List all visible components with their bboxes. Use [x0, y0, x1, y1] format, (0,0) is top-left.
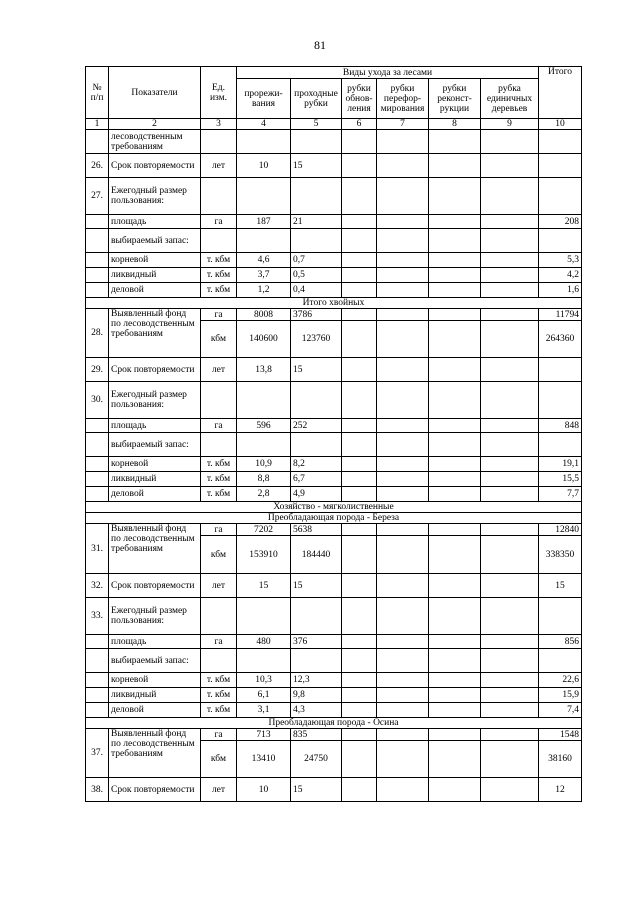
indicator-cell: корневой	[109, 457, 201, 472]
unit-cell: га	[201, 309, 237, 321]
section-row	[86, 502, 582, 513]
header-care-type: прорежи-вания	[237, 79, 291, 119]
row-num: 26.	[86, 154, 109, 178]
value-cell: 10,9	[237, 457, 291, 472]
header-total: Итого	[539, 67, 582, 119]
total-cell	[539, 358, 582, 382]
indicator-cell: площадь	[109, 215, 201, 229]
value-cell: 376	[291, 635, 342, 649]
column-number: 10	[539, 119, 582, 130]
value-cell: 3,7	[237, 268, 291, 283]
column-number: 5	[291, 119, 342, 130]
value-cell: 15	[237, 574, 291, 598]
indicator-cell: корневой	[109, 253, 201, 268]
unit-cell: лет	[201, 574, 237, 598]
indicator-cell: выбираемый запас:	[109, 229, 201, 253]
column-number: 4	[237, 119, 291, 130]
unit-cell: лет	[201, 778, 237, 802]
column-number: 3	[201, 119, 237, 130]
total-cell	[539, 154, 582, 178]
table-row	[86, 309, 582, 321]
unit-cell: т. кбм	[201, 253, 237, 268]
total-cell: 19,1	[539, 457, 582, 472]
table-row	[86, 649, 582, 673]
table-row	[86, 598, 582, 635]
table-row	[86, 130, 582, 154]
table-row	[86, 729, 582, 741]
section-title: Хозяйство - мягколиственные	[86, 502, 582, 513]
total-cell: 5,3	[539, 253, 582, 268]
value-cell: 252	[291, 419, 342, 433]
value-cell: 13,8	[237, 358, 291, 382]
value-cell: 4,3	[291, 703, 342, 718]
section-row	[86, 718, 582, 729]
unit-cell: га	[201, 524, 237, 536]
indicator-cell: деловой	[109, 487, 201, 502]
total-cell: 338350	[539, 536, 582, 574]
value-cell: 7202	[237, 524, 291, 536]
unit-cell: т. кбм	[201, 673, 237, 688]
total-cell: 15,5	[539, 472, 582, 487]
value-cell: 140600	[237, 321, 291, 358]
total-cell: 848	[539, 419, 582, 433]
indicator-cell: Выявленный фонд по лесоводственным требованиям	[109, 309, 201, 358]
value-cell: 1,2	[237, 283, 291, 298]
total-cell: 7,4	[539, 703, 582, 718]
total-cell: 1548	[539, 729, 582, 741]
unit-cell: т. кбм	[201, 283, 237, 298]
table-row	[86, 382, 582, 419]
row-num: 32.	[86, 574, 109, 598]
total-cell: 208	[539, 215, 582, 229]
value-cell: 12,3	[291, 673, 342, 688]
section-title: Преобладающая порода - Береза	[86, 513, 582, 524]
header-care-type: рубки обнов-ления	[342, 79, 377, 119]
section-title: Преобладающая порода - Осина	[86, 718, 582, 729]
unit-cell: га	[201, 215, 237, 229]
section-row	[86, 298, 582, 309]
unit-cell: т. кбм	[201, 487, 237, 502]
indicator-cell: Выявленный фонд по лесоводственным требованиям	[109, 729, 201, 778]
indicator-cell: корневой	[109, 673, 201, 688]
unit-cell: лет	[201, 358, 237, 382]
unit-cell: кбм	[201, 741, 237, 778]
table-row	[86, 268, 582, 283]
table-row	[86, 178, 582, 215]
header-care-type: рубка единичных деревьев	[481, 79, 539, 119]
value-cell: 10	[237, 778, 291, 802]
indicator-cell: ликвидный	[109, 688, 201, 703]
value-cell: 15	[291, 154, 342, 178]
row-num: 31.	[86, 524, 109, 574]
header-care-type: рубки перефор-мирования	[377, 79, 429, 119]
header-unit: Ед. изм.	[201, 67, 237, 119]
indicator-cell: Срок повторяемости	[109, 154, 201, 178]
indicator-cell: Срок повторяемости	[109, 358, 201, 382]
table-row	[86, 673, 582, 688]
value-cell: 8,2	[291, 457, 342, 472]
total-cell: 12	[539, 778, 582, 802]
value-cell: 9,8	[291, 688, 342, 703]
indicator-cell: площадь	[109, 419, 201, 433]
table-row	[86, 574, 582, 598]
value-cell: 187	[237, 215, 291, 229]
value-cell: 153910	[237, 536, 291, 574]
indicator-cell: Ежегодный размер пользования:	[109, 382, 201, 419]
value-cell: 8008	[237, 309, 291, 321]
unit-cell: т. кбм	[201, 703, 237, 718]
table-row	[86, 487, 582, 502]
column-number: 7	[377, 119, 429, 130]
value-cell: 15	[291, 358, 342, 382]
total-cell: 12840	[539, 524, 582, 536]
value-cell: 21	[291, 215, 342, 229]
column-number: 1	[86, 119, 109, 130]
header-num: № п/п	[86, 67, 109, 119]
unit-cell: т. кбм	[201, 457, 237, 472]
value-cell: 13410	[237, 741, 291, 778]
total-cell: 38160	[539, 741, 582, 778]
header-care-types: Виды ухода за лесами	[237, 67, 539, 79]
header-indicators: Показатели	[109, 67, 201, 119]
value-cell: 3786	[291, 309, 342, 321]
table-row	[86, 472, 582, 487]
unit-cell: га	[201, 419, 237, 433]
row-num: 37.	[86, 729, 109, 778]
section-title: Итого хвойных	[86, 298, 582, 309]
indicator-cell: выбираемый запас:	[109, 649, 201, 673]
header-care-type: проходные рубки	[291, 79, 342, 119]
indicator-cell: лесоводственным требованиям	[109, 130, 201, 154]
indicator-cell: Срок повторяемости	[109, 574, 201, 598]
indicator-cell: Срок повторяемости	[109, 778, 201, 802]
column-number: 6	[342, 119, 377, 130]
indicator-cell: деловой	[109, 703, 201, 718]
table-row	[86, 154, 582, 178]
unit-cell: т. кбм	[201, 688, 237, 703]
column-number: 9	[481, 119, 539, 130]
total-cell: 11794	[539, 309, 582, 321]
table-row	[86, 283, 582, 298]
value-cell: 10,3	[237, 673, 291, 688]
unit-cell: т. кбм	[201, 472, 237, 487]
value-cell: 3,1	[237, 703, 291, 718]
value-cell: 713	[237, 729, 291, 741]
total-cell: 7,7	[539, 487, 582, 502]
row-num: 27.	[86, 178, 109, 215]
table-row	[86, 635, 582, 649]
table-row	[86, 457, 582, 472]
total-cell: 15	[539, 574, 582, 598]
value-cell: 184440	[291, 536, 342, 574]
row-num: 30.	[86, 382, 109, 419]
value-cell: 0,4	[291, 283, 342, 298]
value-cell: 4,6	[237, 253, 291, 268]
column-number: 8	[429, 119, 481, 130]
table-row	[86, 524, 582, 536]
value-cell: 4,9	[291, 487, 342, 502]
indicator-cell: Выявленный фонд по лесоводственным требованиям	[109, 524, 201, 574]
table-row	[86, 215, 582, 229]
table-row	[86, 778, 582, 802]
table-row	[86, 253, 582, 268]
unit-cell: кбм	[201, 536, 237, 574]
indicator-cell: деловой	[109, 283, 201, 298]
page-number: 81	[314, 38, 326, 52]
indicator-cell: площадь	[109, 635, 201, 649]
indicator-cell: ликвидный	[109, 472, 201, 487]
header-care-type: рубки реконст-рукции	[429, 79, 481, 119]
row-num: 28.	[86, 309, 109, 358]
row-num: 38.	[86, 778, 109, 802]
table-row	[86, 688, 582, 703]
indicator-cell: выбираемый запас:	[109, 433, 201, 457]
row-num: 29.	[86, 358, 109, 382]
value-cell: 123760	[291, 321, 342, 358]
section-row	[86, 513, 582, 524]
unit-cell: т. кбм	[201, 268, 237, 283]
unit-cell: кбм	[201, 321, 237, 358]
indicator-cell: ликвидный	[109, 268, 201, 283]
table-row	[86, 358, 582, 382]
unit-cell: га	[201, 635, 237, 649]
column-number: 2	[109, 119, 201, 130]
row-num: 33.	[86, 598, 109, 635]
total-cell: 4,2	[539, 268, 582, 283]
total-cell: 856	[539, 635, 582, 649]
value-cell: 8,8	[237, 472, 291, 487]
value-cell: 10	[237, 154, 291, 178]
value-cell: 0,5	[291, 268, 342, 283]
value-cell: 15	[291, 778, 342, 802]
indicator-cell: Ежегодный размер пользования:	[109, 178, 201, 215]
table-row	[86, 419, 582, 433]
value-cell: 6,7	[291, 472, 342, 487]
value-cell: 835	[291, 729, 342, 741]
value-cell: 24750	[291, 741, 342, 778]
table-row	[86, 703, 582, 718]
value-cell: 596	[237, 419, 291, 433]
indicator-cell: Ежегодный размер пользования:	[109, 598, 201, 635]
value-cell: 2,8	[237, 487, 291, 502]
value-cell: 0,7	[291, 253, 342, 268]
unit-cell: га	[201, 729, 237, 741]
total-cell: 22,6	[539, 673, 582, 688]
table-row	[86, 433, 582, 457]
value-cell: 480	[237, 635, 291, 649]
forest-care-table	[85, 66, 582, 802]
total-cell: 1,6	[539, 283, 582, 298]
total-cell: 15,9	[539, 688, 582, 703]
unit-cell: лет	[201, 154, 237, 178]
value-cell: 15	[291, 574, 342, 598]
value-cell: 5638	[291, 524, 342, 536]
table-row	[86, 229, 582, 253]
total-cell: 264360	[539, 321, 582, 358]
value-cell: 6,1	[237, 688, 291, 703]
